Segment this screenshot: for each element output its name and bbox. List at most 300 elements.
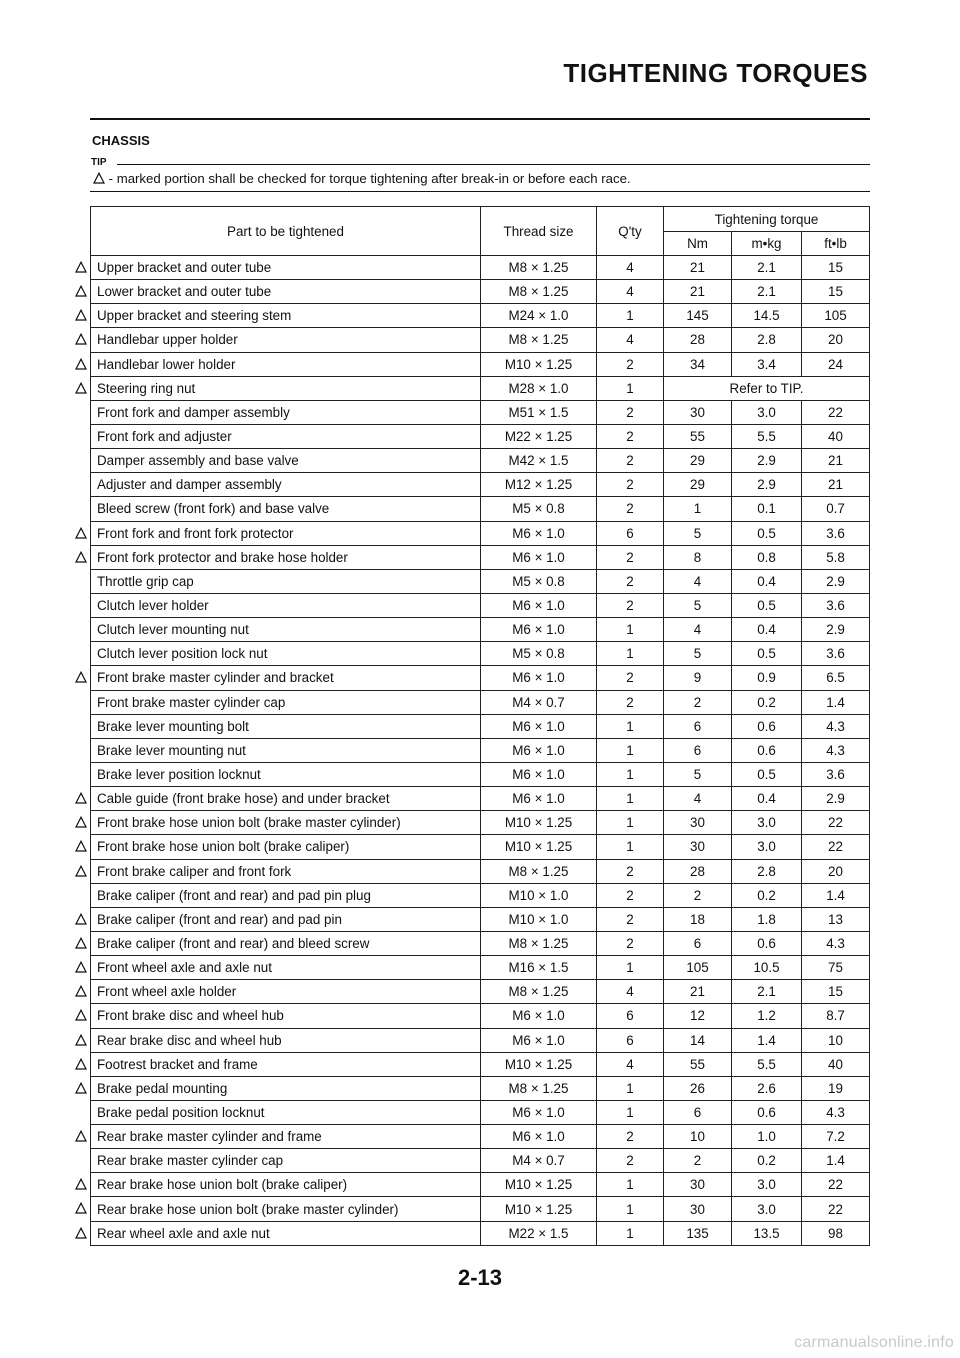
check-mark xyxy=(71,526,91,541)
check-mark xyxy=(71,1129,91,1144)
cell-qty: 2 xyxy=(597,859,664,883)
triangle-outline-icon xyxy=(75,816,87,828)
cell-ftlb: 10 xyxy=(802,1028,870,1052)
cell-part xyxy=(91,1221,481,1245)
cell-mkg: 3.0 xyxy=(732,1197,802,1221)
cell-part xyxy=(91,618,481,642)
cell-mkg: 2.8 xyxy=(732,328,802,352)
table-row xyxy=(91,256,870,280)
cell-part xyxy=(91,1076,481,1100)
cell-nm: 105 xyxy=(664,956,732,980)
triangle-outline-icon xyxy=(75,1227,87,1239)
cell-nm: 4 xyxy=(664,569,732,593)
cell-thread-size: M8 × 1.25 xyxy=(481,1076,597,1100)
cell-nm: 30 xyxy=(664,1173,732,1197)
triangle-outline-icon xyxy=(75,865,87,877)
cell-ftlb: 20 xyxy=(802,859,870,883)
cell-part xyxy=(91,931,481,955)
cell-nm: 5 xyxy=(664,762,732,786)
part-name: Handlebar lower holder xyxy=(97,356,236,372)
cell-part xyxy=(91,980,481,1004)
cell-nm: 18 xyxy=(664,907,732,931)
cell-part xyxy=(91,328,481,352)
header-nm: Nm xyxy=(664,232,732,256)
table-row xyxy=(91,400,870,424)
part-name: Brake lever mounting nut xyxy=(97,742,246,758)
check-mark xyxy=(71,284,91,299)
part-name: Throttle grip cap xyxy=(97,573,194,589)
cell-nm: 28 xyxy=(664,328,732,352)
check-mark xyxy=(71,1177,91,1192)
part-name: Front brake master cylinder cap xyxy=(97,694,286,710)
cell-thread-size: M42 × 1.5 xyxy=(481,449,597,473)
cell-ftlb: 4.3 xyxy=(802,738,870,762)
triangle-outline-icon xyxy=(75,261,87,273)
part-name: Front wheel axle and axle nut xyxy=(97,960,272,976)
triangle-outline-icon xyxy=(75,551,87,563)
torque-table xyxy=(90,206,870,1246)
cell-qty: 1 xyxy=(597,1173,664,1197)
cell-nm: 6 xyxy=(664,1100,732,1124)
cell-mkg: 2.1 xyxy=(732,256,802,280)
cell-thread-size: M22 × 1.25 xyxy=(481,424,597,448)
part-name: Front brake caliper and front fork xyxy=(97,863,292,879)
check-mark xyxy=(71,1226,91,1241)
cell-part xyxy=(91,1028,481,1052)
part-name: Brake pedal position locknut xyxy=(97,1104,265,1120)
cell-ftlb: 22 xyxy=(802,1197,870,1221)
cell-ftlb: 8.7 xyxy=(802,1004,870,1028)
part-name: Bleed screw (front fork) and base valve xyxy=(97,501,330,517)
part-name: Brake pedal mounting xyxy=(97,1080,228,1096)
cell-ftlb: 3.6 xyxy=(802,521,870,545)
cell-ftlb: 105 xyxy=(802,304,870,328)
cell-ftlb: 21 xyxy=(802,449,870,473)
cell-qty: 2 xyxy=(597,497,664,521)
table-row xyxy=(91,473,870,497)
cell-thread-size: M6 × 1.0 xyxy=(481,521,597,545)
cell-thread-size: M8 × 1.25 xyxy=(481,328,597,352)
cell-nm: 145 xyxy=(664,304,732,328)
cell-nm: 6 xyxy=(664,714,732,738)
cell-thread-size: M10 × 1.25 xyxy=(481,1052,597,1076)
part-name: Front fork and adjuster xyxy=(97,429,232,445)
cell-thread-size: M5 × 0.8 xyxy=(481,569,597,593)
section-title: CHASSIS xyxy=(92,133,150,148)
cell-qty: 2 xyxy=(597,666,664,690)
cell-thread-size: M6 × 1.0 xyxy=(481,666,597,690)
cell-qty: 1 xyxy=(597,762,664,786)
table-row xyxy=(91,521,870,545)
check-mark xyxy=(71,1081,91,1096)
cell-mkg: 14.5 xyxy=(732,304,802,328)
cell-ftlb: 22 xyxy=(802,835,870,859)
part-name: Lower bracket and outer tube xyxy=(97,284,272,300)
cell-nm: 29 xyxy=(664,449,732,473)
cell-qty: 1 xyxy=(597,835,664,859)
table-row xyxy=(91,280,870,304)
triangle-outline-icon xyxy=(75,1034,87,1046)
cell-qty: 4 xyxy=(597,280,664,304)
cell-ftlb: 1.4 xyxy=(802,883,870,907)
triangle-outline-icon xyxy=(75,1009,87,1021)
cell-thread-size: M22 × 1.5 xyxy=(481,1221,597,1245)
cell-mkg: 0.6 xyxy=(732,1100,802,1124)
cell-thread-size: M6 × 1.0 xyxy=(481,1125,597,1149)
cell-ftlb: 22 xyxy=(802,400,870,424)
cell-qty: 2 xyxy=(597,883,664,907)
cell-nm: 55 xyxy=(664,424,732,448)
cell-part xyxy=(91,473,481,497)
cell-mkg: 0.5 xyxy=(732,593,802,617)
check-mark xyxy=(71,381,91,396)
cell-thread-size: M6 × 1.0 xyxy=(481,1004,597,1028)
cell-thread-size: M6 × 1.0 xyxy=(481,714,597,738)
cell-ftlb: 1.4 xyxy=(802,690,870,714)
table-row xyxy=(91,980,870,1004)
cell-mkg: 2.9 xyxy=(732,449,802,473)
triangle-outline-icon xyxy=(75,382,87,394)
table-row xyxy=(91,1004,870,1028)
cell-nm: 8 xyxy=(664,545,732,569)
cell-ftlb: 13 xyxy=(802,907,870,931)
cell-part xyxy=(91,690,481,714)
table-row xyxy=(91,811,870,835)
cell-mkg: 3.0 xyxy=(732,1173,802,1197)
cell-qty: 1 xyxy=(597,618,664,642)
triangle-outline-icon xyxy=(75,792,87,804)
cell-part xyxy=(91,256,481,280)
cell-nm: 26 xyxy=(664,1076,732,1100)
cell-nm: 30 xyxy=(664,835,732,859)
cell-ftlb: 3.6 xyxy=(802,762,870,786)
part-name: Rear brake master cylinder and frame xyxy=(97,1129,322,1145)
check-mark xyxy=(71,308,91,323)
tip-text-body: - marked portion shall be checked for torque tightening after break-in or before each race. xyxy=(105,171,631,186)
cell-nm: 6 xyxy=(664,931,732,955)
cell-nm: 30 xyxy=(664,400,732,424)
check-mark xyxy=(71,936,91,951)
cell-mkg: 0.4 xyxy=(732,787,802,811)
cell-mkg: 0.6 xyxy=(732,738,802,762)
triangle-outline-icon xyxy=(75,985,87,997)
part-name: Front brake disc and wheel hub xyxy=(97,1008,284,1024)
table-row xyxy=(91,1028,870,1052)
cell-qty: 6 xyxy=(597,1028,664,1052)
cell-ftlb: 7.2 xyxy=(802,1125,870,1149)
cell-ftlb: 4.3 xyxy=(802,931,870,955)
cell-ftlb: 4.3 xyxy=(802,1100,870,1124)
cell-mkg: 0.5 xyxy=(732,762,802,786)
cell-thread-size: M8 × 1.25 xyxy=(481,980,597,1004)
table-row xyxy=(91,304,870,328)
table-row xyxy=(91,714,870,738)
cell-thread-size: M8 × 1.25 xyxy=(481,931,597,955)
cell-nm: 21 xyxy=(664,256,732,280)
cell-thread-size: M5 × 0.8 xyxy=(481,497,597,521)
cell-ftlb: 22 xyxy=(802,1173,870,1197)
cell-part xyxy=(91,738,481,762)
cell-part xyxy=(91,376,481,400)
table-row xyxy=(91,762,870,786)
cell-thread-size: M10 × 1.25 xyxy=(481,1173,597,1197)
cell-qty: 2 xyxy=(597,424,664,448)
cell-ftlb: 3.6 xyxy=(802,593,870,617)
tip-text xyxy=(93,171,631,186)
part-name: Rear brake hose union bolt (brake master cylinder) xyxy=(97,1201,399,1217)
cell-part xyxy=(91,787,481,811)
cell-thread-size: M8 × 1.25 xyxy=(481,859,597,883)
check-mark xyxy=(71,1201,91,1216)
part-name: Front fork and front fork protector xyxy=(97,525,294,541)
cell-mkg: 13.5 xyxy=(732,1221,802,1245)
part-name: Brake caliper (front and rear) and pad pin xyxy=(97,911,342,927)
cell-qty: 6 xyxy=(597,521,664,545)
cell-qty: 1 xyxy=(597,738,664,762)
cell-mkg: 1.4 xyxy=(732,1028,802,1052)
cell-thread-size: M5 × 0.8 xyxy=(481,642,597,666)
header-rule xyxy=(90,118,870,120)
part-name: Front brake hose union bolt (brake master cylinder) xyxy=(97,815,401,831)
triangle-outline-icon xyxy=(75,961,87,973)
cell-qty: 2 xyxy=(597,545,664,569)
cell-mkg: 0.5 xyxy=(732,642,802,666)
cell-ftlb: 21 xyxy=(802,473,870,497)
cell-thread-size: M6 × 1.0 xyxy=(481,618,597,642)
header-ftlb: ft•lb xyxy=(802,232,870,256)
cell-nm: 10 xyxy=(664,1125,732,1149)
part-name: Front brake hose union bolt (brake caliper) xyxy=(97,839,350,855)
cell-qty: 4 xyxy=(597,256,664,280)
cell-thread-size: M10 × 1.25 xyxy=(481,352,597,376)
cell-qty: 2 xyxy=(597,352,664,376)
triangle-outline-icon xyxy=(93,172,105,184)
cell-part xyxy=(91,1173,481,1197)
cell-thread-size: M10 × 1.25 xyxy=(481,1197,597,1221)
cell-qty: 2 xyxy=(597,931,664,955)
cell-ftlb: 40 xyxy=(802,1052,870,1076)
cell-mkg: 0.6 xyxy=(732,931,802,955)
cell-thread-size: M6 × 1.0 xyxy=(481,593,597,617)
cell-thread-size: M6 × 1.0 xyxy=(481,787,597,811)
cell-mkg: 3.0 xyxy=(732,811,802,835)
cell-ftlb: 15 xyxy=(802,280,870,304)
cell-thread-size: M4 × 0.7 xyxy=(481,1149,597,1173)
table-row xyxy=(91,376,870,400)
tip-divider xyxy=(117,164,870,165)
cell-part xyxy=(91,545,481,569)
cell-qty: 1 xyxy=(597,714,664,738)
cell-nm: 5 xyxy=(664,521,732,545)
triangle-outline-icon xyxy=(75,671,87,683)
cell-nm: 29 xyxy=(664,473,732,497)
table-row xyxy=(91,1197,870,1221)
cell-qty: 1 xyxy=(597,304,664,328)
cell-mkg: 3.0 xyxy=(732,835,802,859)
cell-thread-size: M28 × 1.0 xyxy=(481,376,597,400)
cell-nm: 5 xyxy=(664,593,732,617)
part-name: Rear wheel axle and axle nut xyxy=(97,1225,270,1241)
cell-part xyxy=(91,859,481,883)
cell-part xyxy=(91,811,481,835)
cell-ftlb: 19 xyxy=(802,1076,870,1100)
cell-qty: 2 xyxy=(597,593,664,617)
part-name: Steering ring nut xyxy=(97,380,196,396)
cell-mkg: 0.9 xyxy=(732,666,802,690)
check-mark xyxy=(71,670,91,685)
cell-nm: 21 xyxy=(664,280,732,304)
part-name: Rear brake master cylinder cap xyxy=(97,1153,284,1169)
table-row xyxy=(91,956,870,980)
cell-thread-size: M10 × 1.0 xyxy=(481,907,597,931)
table-row xyxy=(91,1052,870,1076)
part-name: Clutch lever mounting nut xyxy=(97,622,249,638)
cell-mkg: 3.0 xyxy=(732,400,802,424)
cell-qty: 4 xyxy=(597,1052,664,1076)
table-row xyxy=(91,1149,870,1173)
part-name: Footrest bracket and frame xyxy=(97,1056,258,1072)
cell-thread-size: M6 × 1.0 xyxy=(481,762,597,786)
cell-mkg: 10.5 xyxy=(732,956,802,980)
cell-qty: 4 xyxy=(597,980,664,1004)
cell-part xyxy=(91,762,481,786)
cell-mkg: 2.1 xyxy=(732,280,802,304)
cell-thread-size: M10 × 1.25 xyxy=(481,835,597,859)
cell-nm: 1 xyxy=(664,497,732,521)
cell-ftlb: 6.5 xyxy=(802,666,870,690)
torque-table-body xyxy=(91,256,870,1246)
table-row xyxy=(91,1173,870,1197)
cell-mkg: 2.1 xyxy=(732,980,802,1004)
triangle-outline-icon xyxy=(75,527,87,539)
cell-ftlb: 22 xyxy=(802,811,870,835)
cell-qty: 2 xyxy=(597,473,664,497)
cell-ftlb: 20 xyxy=(802,328,870,352)
table-row xyxy=(91,931,870,955)
check-mark xyxy=(71,960,91,975)
part-name: Front brake master cylinder and bracket xyxy=(97,670,334,686)
tip-bottom-rule xyxy=(90,191,870,192)
table-row xyxy=(91,859,870,883)
cell-thread-size: M6 × 1.0 xyxy=(481,1100,597,1124)
triangle-outline-icon xyxy=(75,309,87,321)
check-mark xyxy=(71,550,91,565)
cell-thread-size: M12 × 1.25 xyxy=(481,473,597,497)
check-mark xyxy=(71,791,91,806)
cell-nm: 12 xyxy=(664,1004,732,1028)
cell-thread-size: M6 × 1.0 xyxy=(481,738,597,762)
part-name: Front wheel axle holder xyxy=(97,984,237,1000)
cell-part xyxy=(91,835,481,859)
cell-ftlb: 2.9 xyxy=(802,569,870,593)
part-name: Cable guide (front brake hose) and under bracket xyxy=(97,791,390,807)
check-mark xyxy=(71,864,91,879)
page-number: 2-13 xyxy=(457,1265,503,1290)
table-row xyxy=(91,1221,870,1245)
cell-thread-size: M6 × 1.0 xyxy=(481,545,597,569)
cell-qty: 1 xyxy=(597,956,664,980)
cell-nm: 30 xyxy=(664,811,732,835)
check-mark xyxy=(71,839,91,854)
cell-nm: 6 xyxy=(664,738,732,762)
cell-thread-size: M24 × 1.0 xyxy=(481,304,597,328)
cell-part xyxy=(91,907,481,931)
cell-mkg: 0.2 xyxy=(732,1149,802,1173)
triangle-outline-icon xyxy=(75,285,87,297)
cell-mkg: 2.6 xyxy=(732,1076,802,1100)
check-mark xyxy=(71,1033,91,1048)
table-row xyxy=(91,328,870,352)
cell-mkg: 1.2 xyxy=(732,1004,802,1028)
cell-part xyxy=(91,1197,481,1221)
cell-mkg: 0.4 xyxy=(732,569,802,593)
check-mark xyxy=(71,332,91,347)
cell-qty: 4 xyxy=(597,328,664,352)
table-row xyxy=(91,618,870,642)
check-mark xyxy=(71,912,91,927)
table-row xyxy=(91,449,870,473)
cell-nm: 2 xyxy=(664,1149,732,1173)
cell-thread-size: M16 × 1.5 xyxy=(481,956,597,980)
table-row xyxy=(91,569,870,593)
part-name: Rear brake disc and wheel hub xyxy=(97,1032,282,1048)
cell-qty: 1 xyxy=(597,1076,664,1100)
cell-mkg: 2.8 xyxy=(732,859,802,883)
cell-nm: 30 xyxy=(664,1197,732,1221)
part-name: Upper bracket and outer tube xyxy=(97,260,272,276)
cell-nm: 5 xyxy=(664,642,732,666)
part-name: Front fork protector and brake hose holder xyxy=(97,549,348,565)
triangle-outline-icon xyxy=(75,1202,87,1214)
cell-part xyxy=(91,521,481,545)
cell-nm: 9 xyxy=(664,666,732,690)
part-name: Brake caliper (front and rear) and bleed screw xyxy=(97,936,370,951)
cell-mkg: 5.5 xyxy=(732,424,802,448)
cell-nm: 135 xyxy=(664,1221,732,1245)
triangle-outline-icon xyxy=(75,913,87,925)
triangle-outline-icon xyxy=(75,937,87,949)
cell-mkg: 0.6 xyxy=(732,714,802,738)
cell-nm: 4 xyxy=(664,787,732,811)
cell-thread-size: M8 × 1.25 xyxy=(481,280,597,304)
cell-nm: 4 xyxy=(664,618,732,642)
cell-part xyxy=(91,352,481,376)
cell-part xyxy=(91,449,481,473)
table-row xyxy=(91,835,870,859)
cell-ftlb: 4.3 xyxy=(802,714,870,738)
cell-qty: 1 xyxy=(597,1197,664,1221)
triangle-outline-icon xyxy=(75,840,87,852)
tip-label: TIP xyxy=(91,157,107,168)
cell-qty: 2 xyxy=(597,907,664,931)
part-name: Upper bracket and steering stem xyxy=(97,308,292,324)
cell-qty: 1 xyxy=(597,1221,664,1245)
cell-qty: 1 xyxy=(597,787,664,811)
cell-qty: 2 xyxy=(597,569,664,593)
header-tightening-torque: Tightening torque xyxy=(664,207,870,232)
table-row xyxy=(91,1100,870,1124)
table-row xyxy=(91,1125,870,1149)
page-header-title: TIGHTENING TORQUES xyxy=(563,58,868,88)
header-qty: Q'ty xyxy=(597,207,664,256)
check-mark xyxy=(71,1008,91,1023)
cell-qty: 1 xyxy=(597,642,664,666)
header-part: Part to be tightened xyxy=(91,207,481,256)
cell-part xyxy=(91,642,481,666)
cell-qty: 1 xyxy=(597,811,664,835)
cell-qty: 2 xyxy=(597,449,664,473)
cell-ftlb: 2.9 xyxy=(802,787,870,811)
